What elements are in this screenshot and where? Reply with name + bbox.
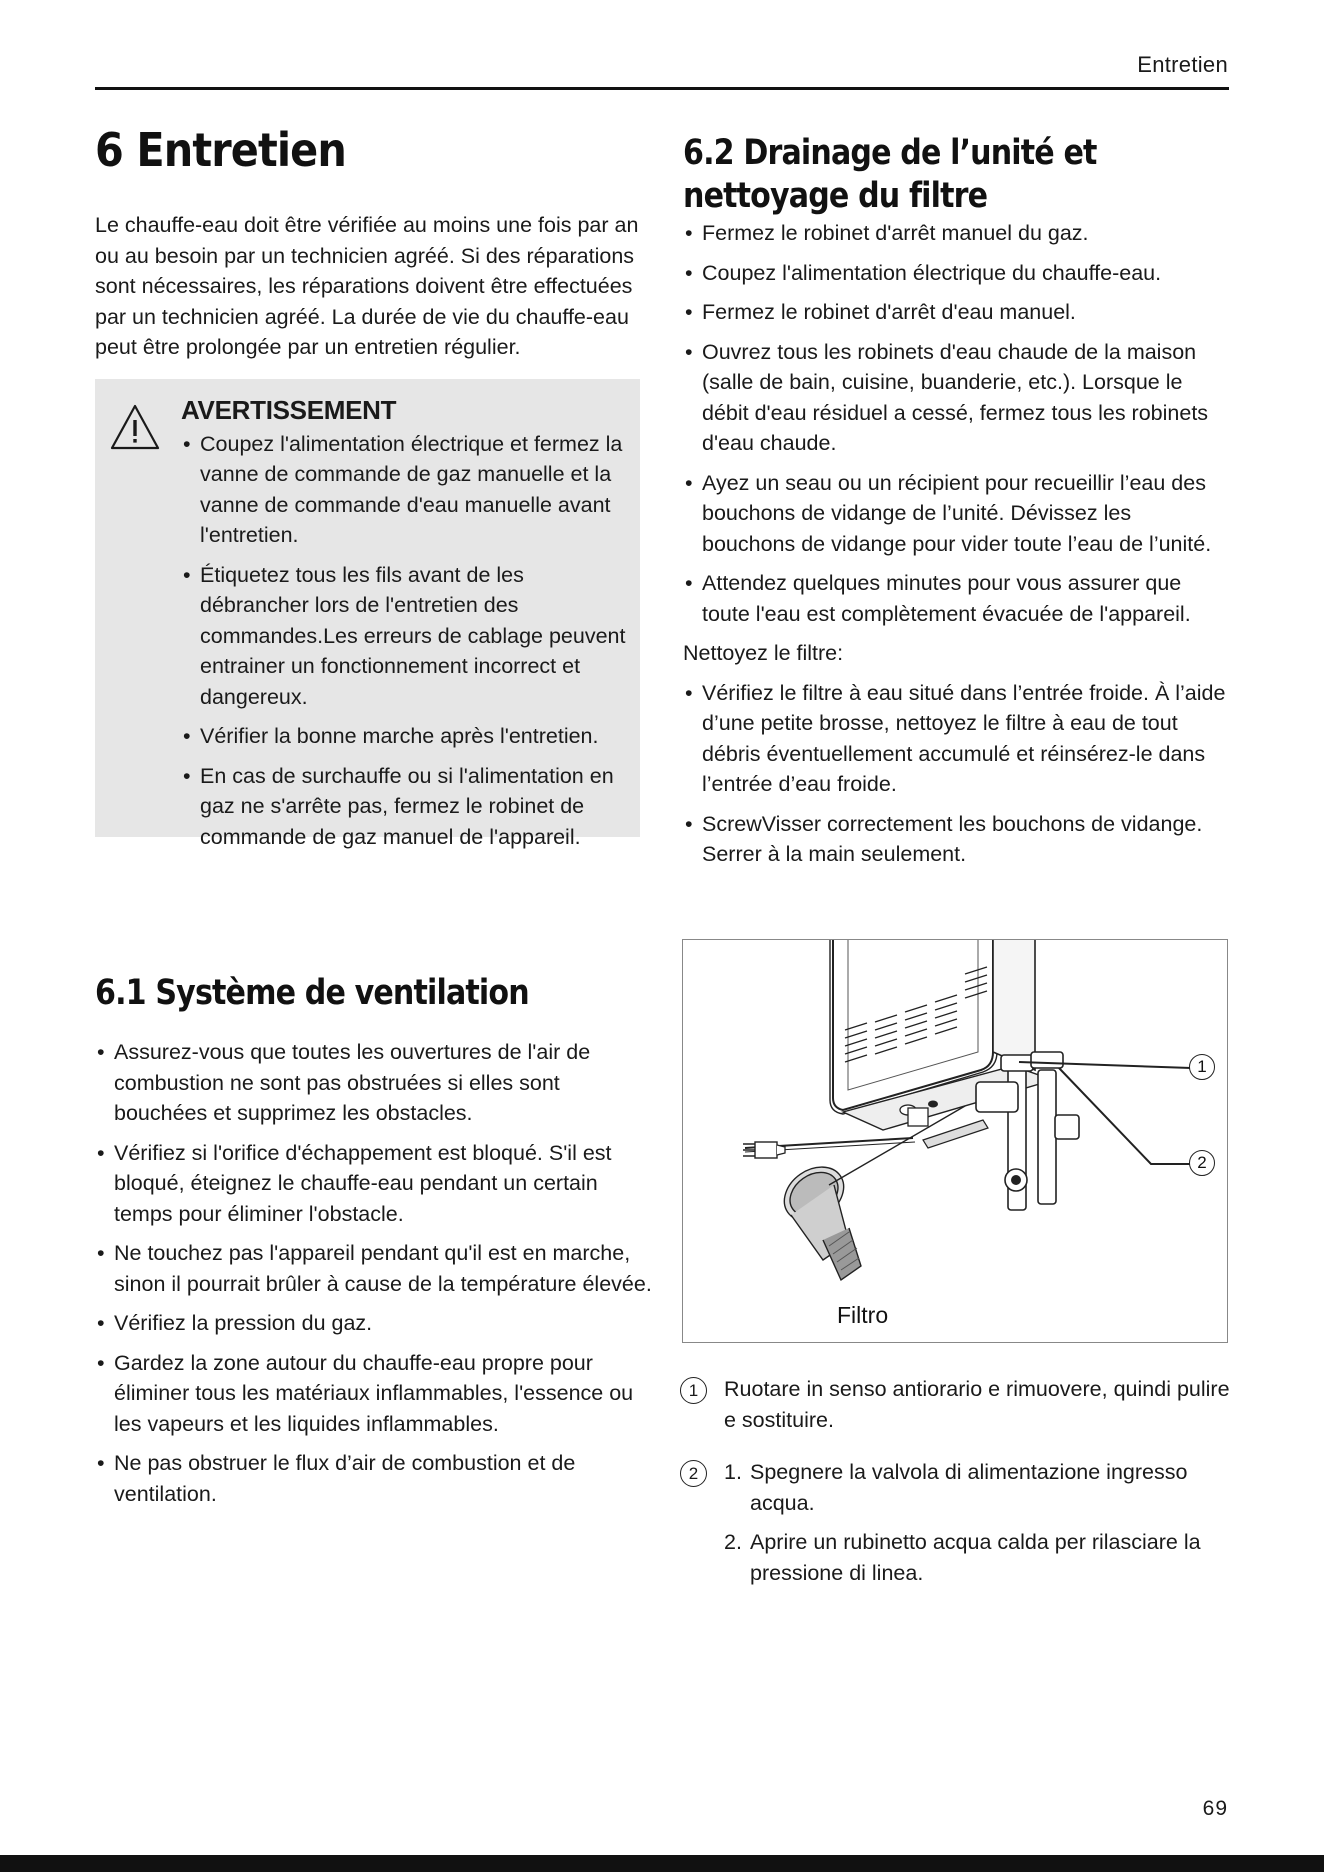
legend-number-1: 1 [680,1377,707,1404]
callout-1: 1 [1189,1054,1215,1080]
warning-item: • Étiquetez tous les fils avant de les débrancher lors de l'entretien des commandes.Les erreurs de cablage peuvent entrainer un fonctionnement incorrect et dangereux. [183,562,626,709]
running-header: Entretien [1137,52,1228,77]
legend-steps [724,1457,1240,1588]
list-item: • Fermez le robinet d'arrêt manuel du gaz. [685,221,1089,245]
legend-step: 1. Spegnere la valvola di alimentazione ingresso acqua. [724,1460,1188,1515]
list-item: • Ne touchez pas l'appareil pendant qu'il est en marche, sinon il pourrait brûler à cause de la température élevée. [97,1241,652,1296]
list-item: • Ayez un seau ou un récipient pour recueillir l’eau des bouchons de vidange de l’unité. Dévissez les bouchons de vidange pour vider toute l’eau de l’unité. [685,470,1212,556]
filter-heading: Nettoyez le filtre: [683,641,844,665]
list-item: • Ne pas obstruer le flux d’air de combustion et de ventilation. [97,1451,576,1506]
section-6-1 [95,972,655,1518]
bottom-rule [0,1855,1324,1872]
warning-box [95,379,640,849]
section-6-2-title-line1: 6.2 Drainage de l’unité et [683,133,1097,173]
left-column [95,120,640,849]
water-heater-illustration [683,940,1228,1343]
legend-number-2: 2 [680,1460,707,1487]
list-item: • ScrewVisser correctement les bouchons de vidange. Serrer à la main seulement. [685,811,1203,866]
chapter-intro: Le chauffe-eau doit être vérifiée au moins une fois par an ou au besoin par un technicien agréé. Si des réparations sont nécessaires, les réparations doivent être effectuées par un technicien agréé. La durée de vie du chauffe-eau peut être prolongée par un entretien régulier. [95,213,639,359]
figure-legend [680,1374,1240,1610]
legend-step: 2. Aprire un rubinetto acqua calda per rilasciare la pressione di linea. [724,1530,1201,1585]
figure-label: Filtro [837,1302,889,1328]
page-number: 69 [1202,1797,1228,1820]
callout-2: 2 [1189,1150,1215,1176]
list-item: • Gardez la zone autour du chauffe-eau propre pour éliminer tous les matériaux inflammables, l'essence ou les vapeurs et les liquides inflammables. [97,1350,634,1436]
warning-title: AVERTISSEMENT [181,394,397,425]
warning-item: • Coupez l'alimentation électrique et fermez la vanne de commande de gaz manuelle et la vanne de commande d'eau manuelle avant l'entretien. [183,431,623,547]
legend-item-1 [680,1374,1240,1435]
list-item: • Ouvrez tous les robinets d'eau chaude de la maison (salle de bain, cuisine, buanderie, etc.). Lorsque le débit d'eau résiduel a cessé, fermez tous les robinets d'eau chaude. [685,339,1209,455]
filter-list [683,678,1229,870]
list-item: • Vérifiez le filtre à eau situé dans l’entrée froide. À l’aide d’une petite brosse, nettoyez le filtre à eau de tout débris éventuellement accumulé et réinsérez-le dans l’entrée d’eau froide. [685,680,1226,796]
right-column [683,132,1229,879]
warning-item: • Vérifier la bonne marche après l'entretien. [183,724,599,748]
chapter-title: 6 Entretien [95,123,346,177]
warning-list [181,429,632,853]
list-item: • Attendez quelques minutes pour vous assurer que toute l'eau est complètement évacuée de l'appareil. [685,571,1191,626]
list-item: • Vérifiez si l'orifice d'échappement est bloqué. S'il est bloqué, éteignez le chauffe-eau pendant un certain temps pour éliminer l'obstacle. [97,1140,612,1226]
legend-item-2 [680,1457,1240,1588]
legend-text-1: Ruotare in senso antiorario e rimuovere, quindi pulire e sostituire. [724,1377,1230,1432]
section-6-2-list [683,218,1229,629]
section-6-1-list [95,1037,655,1509]
water-heater-figure [682,939,1228,1343]
list-item: • Coupez l'alimentation électrique du chauffe-eau. [685,260,1162,285]
section-6-1-title: 6.1 Système de ventilation [95,973,529,1013]
header-rule [95,87,1229,90]
list-item: • Fermez le robinet d'arrêt d'eau manuel. [685,300,1076,324]
warning-item: • En cas de surchauffe ou si l'alimentation en gaz ne s'arrête pas, fermez le robinet de commande de gaz manuel de l'appareil. [183,763,614,849]
section-6-2-title-line2: nettoyage du filtre [683,176,988,216]
list-item: • Assurez-vous que toutes les ouvertures de l'air de combustion ne sont pas obstruées si elles sont bouchées et supprimez les obstacles. [97,1040,591,1125]
list-item: • Vérifiez la pression du gaz. [97,1311,373,1335]
warning-triangle-icon [109,403,161,451]
